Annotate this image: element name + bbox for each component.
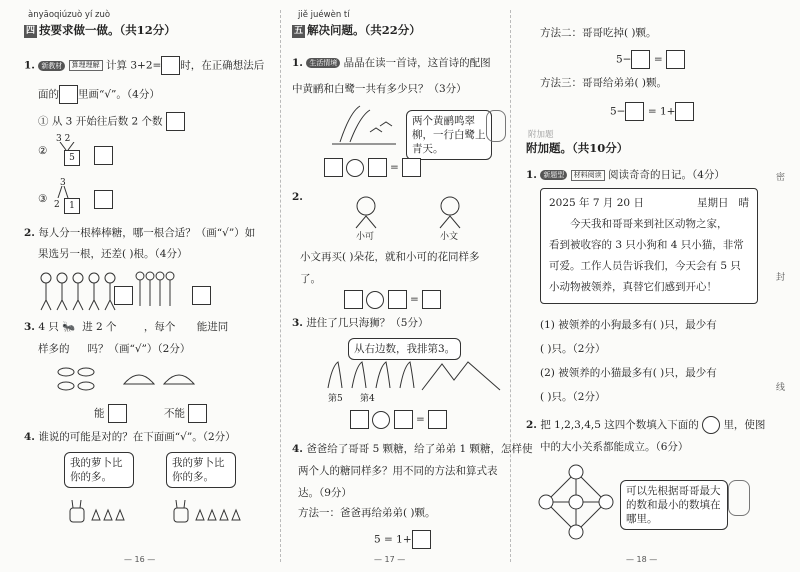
diary-line: 看到被收容的 3 只小狗和 4 只小猫，非常 (549, 239, 744, 251)
option-2: ② 3 2 5 (38, 132, 128, 168)
equation-2: = (344, 290, 441, 309)
label-4th: 第4 (360, 394, 375, 404)
birds-and-willow-image (330, 102, 400, 148)
label-5th: 第5 (328, 394, 343, 404)
number-box: 5 (64, 150, 80, 166)
tag-new-type: 新题型 (540, 170, 567, 180)
page-16: ànyāoqiúzuò yí zuò 四 按要求做一做。（共12分） 1. 新教材 算理理解 计算 3+2= 时，在正确想法后 面的 里画“√”。（4分） ① 从 3 开始往后数 2 个数 ② 3 2 5 ③ 3 2 1 2. 每人分一根棒棒糖，哪一根合适？（画“√”）如 果选另一根，还差( )根。（4分） 3. 4 只 🐜 进 2 个 ，每个 能进同 样多的 吗？（画“√”）（2分） 能 不能 4. 谁说的可能是对的？在下面画“√”。（2分） 我的萝卜比你的多。 我的萝卜比你的多。 — 16 — (24, 10, 265, 564)
page-18: 方法二：哥哥吃掉( )颗。 5− = 方法三：哥哥给弟弟( )颗。 5− = 1+ 附加题 附加题。（共10分） 1. 新题型 材料阅读 阅读奇奇的日记。（4分） 2025 年 7 月 20 日 星期日 晴 今天我和哥哥来到社区动物之家， 看到被收容的 3 只小狗和 4 只小猫，非常 可爱。工作人员告诉我们，今天会有 5 只 小动物被领养，真替它们感到开心！ (1) 被领养的小狗最多有( )只，最少有 ( )只。（2分） (2) 被领养的小猫最多有( )只，最少有 ( )只。（2分） 2. 把 1,2,3,4,5 这四个数填入下面的 里，使图 中的大小关系都能成立。（6分） 可以先根据哥哥最大的数和最小的数填在哪里。 — 18 — (526, 27, 766, 564)
ants-and-holes-image (54, 362, 214, 392)
option-1: ① 从 3 开始往后数 2 个数 (38, 112, 185, 131)
girls-image (346, 194, 476, 230)
split-lines (56, 142, 80, 150)
speech-bubble-2: 我的萝卜比你的多。 (166, 452, 236, 488)
method-2: 方法二：哥哥吃掉( )颗。 (540, 27, 657, 39)
question-3: 3. 进住了几只海狮？（5分） (292, 317, 429, 329)
option-3: ③ 3 2 1 (38, 176, 128, 216)
kids-and-lollipops-image (38, 270, 188, 318)
section-heading (24, 22, 176, 38)
answer-box[interactable] (422, 290, 441, 309)
method-1: 方法一：爸爸再给弟弟( )颗。 (298, 507, 436, 519)
page-number: — 18 — (626, 555, 658, 564)
diary-weekday: 星期日 (696, 197, 729, 209)
diary-line: 今天我和哥哥来到社区动物之家， (570, 218, 728, 230)
check-box[interactable] (166, 112, 185, 131)
answer-box[interactable] (666, 50, 685, 69)
page-17: jiě juéwèn tí 五 解决问题。（共22分） 1. 生活情境 晶晶在读一首诗，这首诗的配图 中黄鹂和白鹭一共有多少只？（3分） 两个黄鹂鸣翠柳，一行白鹭上青天。 = 2. 小可 小文 小文再买( )朵花，就和小可的花同样多 了。 = 3. 进住了几只海狮？（5分） 从右边数，我排第3。 第5 第4 = 4. 爸爸给了哥哥 5 颗糖，给了弟弟 1 颗糖，怎样使 两个人的糖同样多？用不同的方法和算式表 达。（9分） 方法一：爸爸再给弟弟( )颗。 5 = 1+ — 17 — (292, 10, 533, 564)
answer-box[interactable] (631, 50, 650, 69)
sub-question-1: (1) 被领养的小狗最多有( )只，最少有 (540, 319, 717, 331)
check-box-can[interactable] (108, 404, 127, 423)
equation-1: = (324, 158, 421, 177)
tag-context: 生活情境 (306, 58, 340, 68)
equation-4: 5 = 1+ (374, 530, 431, 549)
number-circle (702, 416, 720, 434)
equation-3: = (350, 410, 447, 429)
split-lines (56, 186, 76, 198)
answer-box[interactable] (350, 410, 369, 429)
hint-bubble: 可以先根据哥哥最大的数和最小的数填在哪里。 (620, 480, 728, 530)
answer-box[interactable] (324, 158, 343, 177)
answer-box[interactable] (368, 158, 387, 177)
check-box[interactable] (94, 146, 113, 165)
tag-new: 新教材 (38, 61, 65, 71)
question-2: 2. (292, 191, 303, 203)
answer-box[interactable] (59, 85, 78, 104)
check-box[interactable] (94, 190, 113, 209)
can-option: 能 (94, 404, 127, 423)
operator-circle[interactable] (346, 159, 364, 177)
operator-circle[interactable] (372, 411, 390, 429)
answer-box[interactable] (402, 158, 421, 177)
fold-line-right (510, 10, 511, 562)
diary-line: 小动物被领养，真替它们感到开心！ (549, 281, 717, 293)
diary-weather: 晴 (738, 197, 749, 209)
diary-line: 可爱。工作人员告诉我们，今天会有 5 只 (549, 260, 741, 272)
answer-box[interactable] (394, 410, 413, 429)
equation-method-2: 5− = (616, 50, 685, 69)
check-box-cannot[interactable] (188, 404, 207, 423)
seal-char-1: 密 (776, 173, 786, 183)
speech-bubble-rank: 从右边数，我排第3。 (348, 338, 461, 360)
answer-box[interactable] (412, 530, 431, 549)
question-1: 1. 新题型 材料阅读 阅读奇奇的日记。（4分） (526, 169, 725, 181)
tag-type: 算理理解 (69, 60, 103, 71)
fold-line-left (280, 10, 281, 562)
girl-avatar (728, 480, 750, 516)
number-diagram (536, 462, 616, 542)
seal-char-3: 线 (776, 383, 786, 393)
question-2: 2. 把 1,2,3,4,5 这四个数填入下面的 里，使图 (526, 416, 765, 434)
diary-header (549, 193, 749, 214)
diary-box (540, 188, 758, 304)
sub-question-2: (2) 被领养的小猫最多有( )只，最少有 (540, 367, 717, 379)
answer-box[interactable] (161, 56, 180, 75)
question-3: 3. 4 只 🐜 进 2 个 ，每个 能进同 (24, 321, 229, 333)
diary-date: 2025 年 7 月 20 日 (549, 197, 644, 209)
answer-box[interactable] (344, 290, 363, 309)
operator-circle[interactable] (366, 291, 384, 309)
section-pinyin: ànyāoqiúzuò yí zuò (28, 10, 111, 20)
answer-box[interactable] (625, 102, 644, 121)
question-4: 4. 谁说的可能是对的？在下面画“√”。（2分） (24, 431, 236, 443)
section-icon: 五 (293, 25, 303, 36)
question-4: 4. 爸爸给了哥哥 5 颗糖，给了弟弟 1 颗糖，怎样使 (292, 443, 533, 455)
section-pinyin: jiě juéwèn tí (298, 10, 350, 20)
equation-method-3: 5− = 1+ (610, 102, 694, 121)
number-box: 1 (64, 198, 80, 214)
question-1: 1. 新教材 算理理解 计算 3+2= 时，在正确想法后 (24, 56, 264, 75)
page-number: — 16 — (124, 555, 156, 564)
section-title: 解决问题。（共22分） (307, 23, 421, 37)
page-number: — 17 — (374, 555, 406, 564)
bonus-pinyin: 附加题 (528, 130, 554, 140)
section-heading (292, 22, 421, 38)
animals-and-carrots-image (64, 498, 254, 530)
speech-bubble-poem: 两个黄鹂鸣翠柳，一行白鹭上青天。 (406, 110, 492, 160)
section-title: 按要求做一做。（共12分） (39, 23, 176, 37)
sea-lions-and-mountains-image (322, 358, 502, 392)
answer-box[interactable] (388, 290, 407, 309)
girl-avatar (486, 110, 506, 142)
name-xiaoke: 小可 (356, 232, 375, 242)
seal-char-2: 封 (776, 273, 786, 283)
check-box[interactable] (192, 286, 211, 305)
cannot-option: 不能 (164, 404, 207, 423)
bonus-heading: 附加题。（共10分） (526, 141, 629, 155)
name-xiaowen: 小文 (440, 232, 459, 242)
answer-box[interactable] (675, 102, 694, 121)
speech-bubble-1: 我的萝卜比你的多。 (64, 452, 134, 488)
method-3: 方法三：哥哥给弟弟( )颗。 (540, 77, 668, 89)
question-1: 1. 生活情境 晶晶在读一首诗，这首诗的配图 (292, 57, 491, 69)
question-2: 2. 每人分一根棒棒糖，哪一根合适？（画“√”）如 (24, 227, 256, 239)
section-icon: 四 (25, 25, 35, 36)
tag-reading: 材料阅读 (571, 170, 605, 181)
answer-box[interactable] (428, 410, 447, 429)
check-box[interactable] (114, 286, 133, 305)
